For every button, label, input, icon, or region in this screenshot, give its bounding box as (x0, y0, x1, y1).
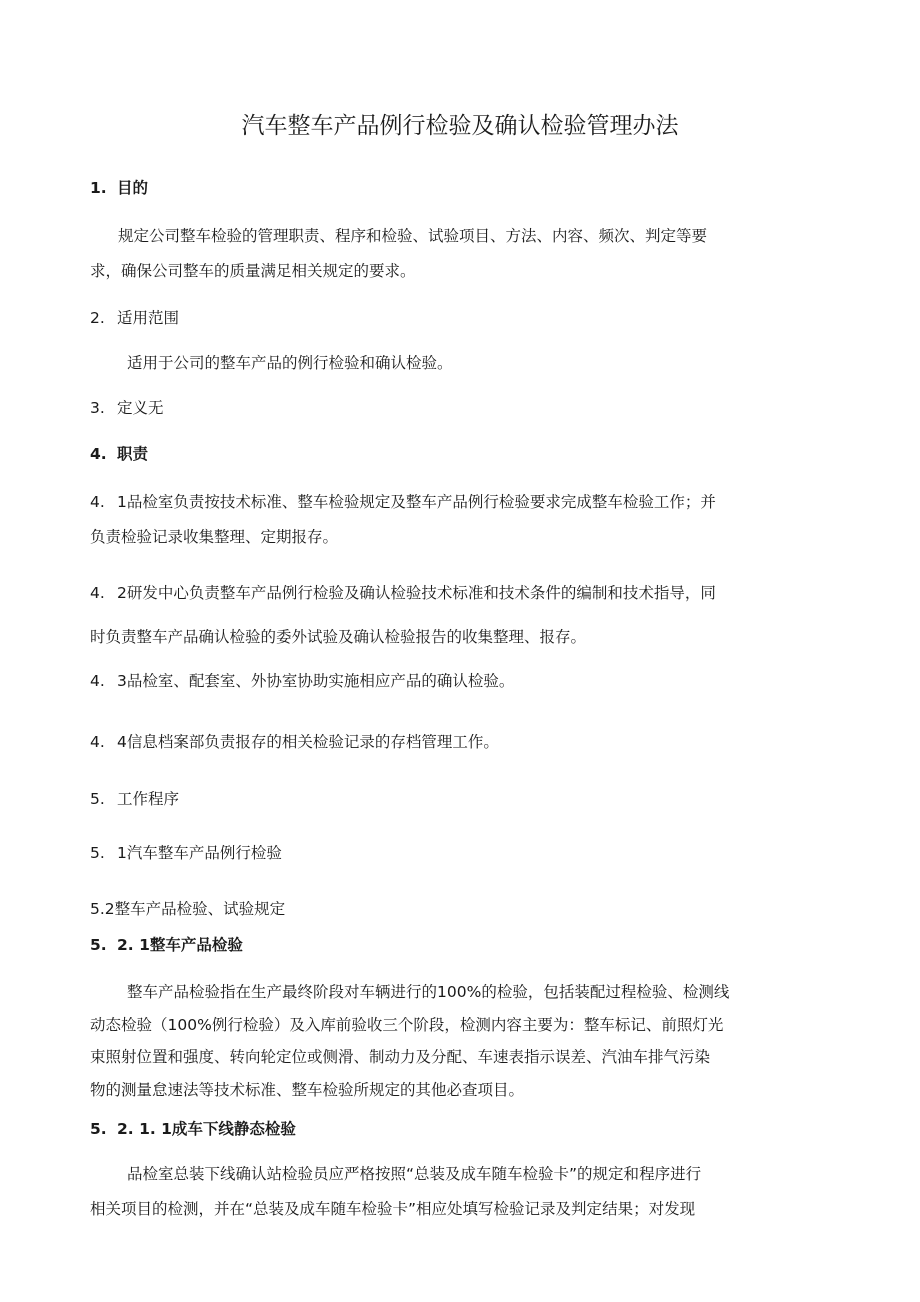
paragraph-line: 物的测量怠速法等技术标准、整车检验所规定的其他必查项目。 (90, 1080, 525, 1099)
clause-number: 4. (90, 733, 105, 751)
clause-number: 4. (90, 493, 105, 511)
section-title: 定义无 (117, 399, 164, 417)
section-number: 4. (90, 445, 107, 463)
section-3-heading (90, 397, 164, 419)
paragraph-line: 求，确保公司整车的质量满足相关规定的要求。 (90, 262, 416, 280)
section-number: 2. (90, 309, 105, 327)
paragraph-line (90, 571, 790, 615)
paragraph-line: 动态检验（100%例行检验）及入库前验收三个阶段，检测内容主要为：整车标记、前照灯光 (90, 1015, 724, 1034)
clause-number: 4. (90, 672, 105, 690)
paragraph-line: 规定公司整车检验的管理职责、程序和检验、试验项目、方法、内容、频次、判定等要 (118, 227, 708, 245)
paragraph-line: 负责检验记录收集整理、定期报存。 (90, 528, 339, 546)
section-5-2-1-heading (90, 934, 243, 956)
section-title: 2. 1整车产品检验 (117, 936, 243, 954)
section-2-heading (90, 307, 179, 329)
paragraph-5-2-1-1 (90, 1157, 790, 1227)
section-number: 5. (90, 790, 105, 808)
paragraph-4-1 (90, 485, 790, 555)
paragraph-line (90, 485, 790, 520)
section-title: 2. 1. 1成车下线静态检验 (117, 1120, 296, 1138)
section-5-2-1-1-heading (90, 1118, 296, 1140)
paragraph-purpose (90, 219, 790, 289)
paragraph-4-3 (90, 670, 514, 692)
document-title: 汽车整车产品例行检验及确认检验管理办法 (241, 113, 679, 139)
paragraph-line: 品检室总装下线确认站检验员应严格按照“总装及成车随车检验卡”的规定和程序进行 (127, 1165, 702, 1183)
paragraph-scope: 适用于公司的整车产品的例行检验和确认检验。 (127, 354, 453, 372)
paragraph-line: 整车产品检验指在生产最终阶段对车辆进行的100%的检验，包括装配过程检验、检测线 (127, 983, 730, 1001)
section-1-heading (90, 177, 148, 199)
clause-number: 4. (90, 584, 105, 602)
section-title: 目的 (117, 179, 149, 197)
section-title: 工作程序 (117, 790, 180, 808)
paragraph-4-4 (90, 731, 499, 753)
clause-text: 4信息档案部负责报存的相关检验记录的存档管理工作。 (117, 733, 499, 751)
clause-text: 2研发中心负责整车产品例行检验及确认检验技术标准和技术条件的编制和技术指导，同 (117, 584, 716, 602)
paragraph-line: 时负责整车产品确认检验的委外试验及确认检验报告的收集整理、报存。 (90, 628, 587, 646)
section-title: 职责 (117, 445, 149, 463)
section-title: 1汽车整车产品例行检验 (117, 844, 282, 862)
section-5-heading (90, 788, 179, 810)
section-4-heading (90, 443, 148, 465)
paragraph-line: 束照射位置和强度、转向轮定位或侧滑、制动力及分配、车速表指示误差、汽油车排气污染 (90, 1048, 711, 1066)
clause-text: 3品检室、配套室、外协室协助实施相应产品的确认检验。 (117, 672, 515, 690)
section-title: 适用范围 (117, 309, 180, 327)
section-number: 5. (90, 844, 105, 862)
section-5-2-heading: 5.2整车产品检验、试验规定 (90, 900, 286, 918)
section-5-1-heading (90, 842, 282, 864)
section-number: 1. (90, 179, 107, 197)
section-number: 5. (90, 936, 107, 954)
section-number: 3. (90, 399, 105, 417)
paragraph-line: 相关项目的检测，并在“总装及成车随车检验卡”相应处填写检验记录及判定结果；对发现 (90, 1200, 696, 1218)
section-number: 5. (90, 1120, 107, 1138)
paragraph-5-2-1 (90, 976, 790, 1106)
paragraph-4-2 (90, 571, 790, 659)
clause-text: 1品检室负责按技术标准、整车检验规定及整车产品例行检验要求完成整车检验工作；并 (117, 493, 716, 511)
